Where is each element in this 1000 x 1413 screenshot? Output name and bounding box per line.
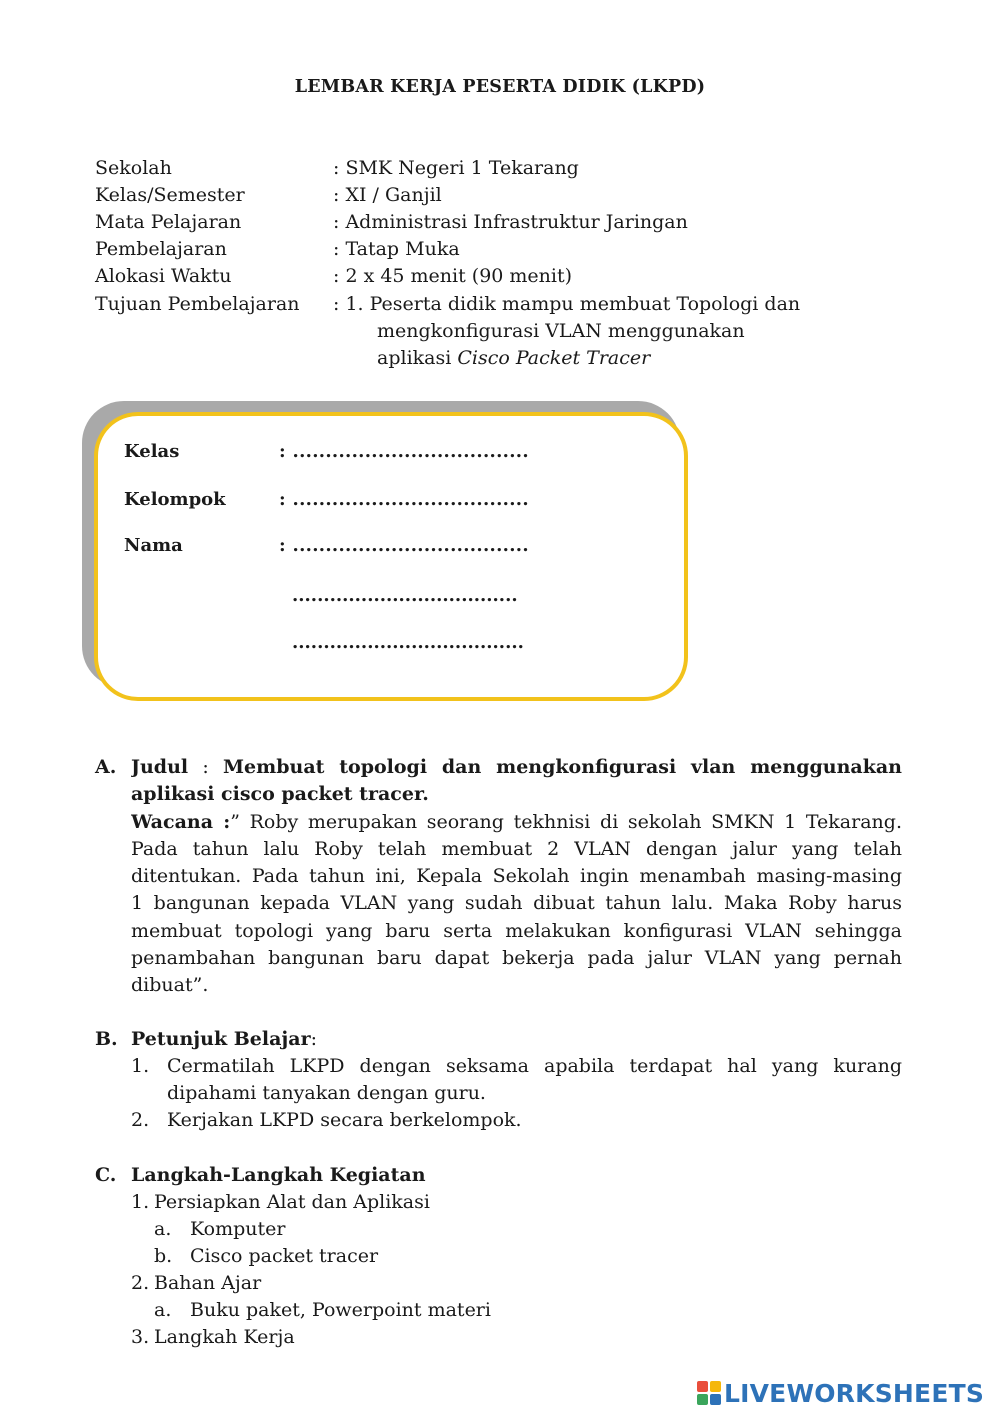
info-label: Mata Pelajaran: [95, 211, 242, 233]
section-b-title: Petunjuk Belajar: [131, 1028, 311, 1050]
sub-text: Buku paket, Powerpoint materi: [190, 1299, 491, 1321]
liveworksheets-icon: [697, 1381, 722, 1406]
kelompok-label: Kelompok: [124, 489, 226, 510]
judul-sep: :: [188, 756, 224, 778]
nama-input-3[interactable]: .....................................: [292, 632, 524, 653]
list-number: 3.: [131, 1326, 150, 1348]
section-a-letter: A.: [95, 756, 117, 778]
wacana-line: penambahan bangunan baru dapat bekerja pada jalur VLAN yang pernah: [131, 947, 902, 970]
sub-text: Komputer: [190, 1218, 286, 1240]
info-label: Tujuan Pembelajaran: [95, 293, 300, 315]
section-b-colon: :: [310, 1028, 318, 1050]
list-number: 1.: [131, 1055, 150, 1077]
list-text: Langkah Kerja: [154, 1326, 295, 1348]
nama-label: Nama: [124, 535, 183, 556]
kelas-input[interactable]: : ....................................: [279, 441, 529, 462]
list-text: Persiapkan Alat dan Aplikasi: [154, 1191, 430, 1213]
wacana-line: Pada tahun lalu Roby telah membuat 2 VLAN dengan jalur yang telah: [131, 837, 902, 860]
info-value: : Administrasi Infrastruktur Jaringan: [333, 211, 688, 233]
judul-text: Membuat topologi dan mengkonfigurasi vlan menggunakan: [223, 756, 902, 778]
section-b-heading: [131, 1026, 317, 1053]
list-number: 1.: [131, 1191, 150, 1213]
tujuan-italic: Cisco Packet Tracer: [457, 347, 651, 369]
list-text-cont: dipahami tanyakan dengan guru.: [167, 1082, 486, 1104]
judul-line-2: [131, 781, 902, 808]
wacana-line: [131, 809, 902, 836]
section-b-letter: B.: [95, 1028, 118, 1050]
info-value: : SMK Negeri 1 Tekarang: [333, 157, 579, 179]
info-value: : Tatap Muka: [333, 238, 460, 260]
judul-label: Judul: [131, 756, 189, 778]
info-value: : XI / Ganjil: [333, 184, 442, 206]
sub-number: a.: [154, 1218, 172, 1240]
info-label: Sekolah: [95, 157, 172, 179]
sub-text: Cisco packet tracer: [190, 1245, 379, 1267]
section-c-heading: Langkah-Langkah Kegiatan: [131, 1164, 426, 1186]
list-text: Cermatilah LKPD dengan seksama apabila terdapat hal yang kurang: [167, 1055, 902, 1077]
info-value: : 1. Peserta didik mampu membuat Topologi dan: [333, 293, 801, 315]
liveworksheets-logo: [697, 1378, 984, 1408]
list-text: Kerjakan LKPD secara berkelompok.: [167, 1109, 522, 1131]
info-value: : 2 x 45 menit (90 menit): [333, 265, 573, 287]
wacana-line: ditentukan. Pada tahun ini, Kepala Sekolah ingin menambah masing-masing: [131, 865, 902, 888]
wacana-line: membuat topologi yang baru serta melakukan konfigurasi VLAN sehingga: [131, 919, 902, 942]
list-text: Bahan Ajar: [154, 1272, 262, 1294]
kelas-label: Kelas: [124, 441, 180, 462]
info-label: Pembelajaran: [95, 238, 227, 260]
sub-number: b.: [154, 1245, 173, 1267]
info-label: Alokasi Waktu: [95, 265, 232, 287]
wacana-line: dibuat”.: [131, 974, 209, 997]
tujuan-continuation: mengkonfigurasi VLAN menggunakan: [377, 320, 745, 342]
tujuan-text: aplikasi: [377, 347, 458, 369]
section-c-letter: C.: [95, 1164, 117, 1186]
judul-text-2: aplikasi cisco packet tracer.: [131, 783, 429, 806]
list-item: [131, 1053, 902, 1080]
judul-line: [131, 754, 902, 781]
list-number: 2.: [131, 1109, 150, 1131]
wacana-line: 1 bangunan kepada VLAN yang sudah dibuat tahun lalu. Maka Roby harus: [131, 892, 902, 915]
kelompok-input[interactable]: : ....................................: [279, 489, 529, 510]
page-title: LEMBAR KERJA PESERTA DIDIK (LKPD): [294, 77, 706, 97]
tujuan-continuation-2: [377, 345, 650, 372]
nama-input-1[interactable]: : ....................................: [279, 535, 529, 556]
wacana-label: Wacana :: [131, 810, 231, 833]
list-number: 2.: [131, 1272, 150, 1294]
nama-input-2[interactable]: ....................................: [292, 585, 518, 606]
liveworksheets-text: LIVEWORKSHEETS: [724, 1378, 985, 1408]
info-label: Kelas/Semester: [95, 184, 245, 206]
section-a: [131, 754, 902, 1000]
sub-number: a.: [154, 1299, 172, 1321]
wacana-text: ” Roby merupakan seorang tekhnisi di sekolah SMKN 1 Tekarang.: [230, 810, 902, 833]
